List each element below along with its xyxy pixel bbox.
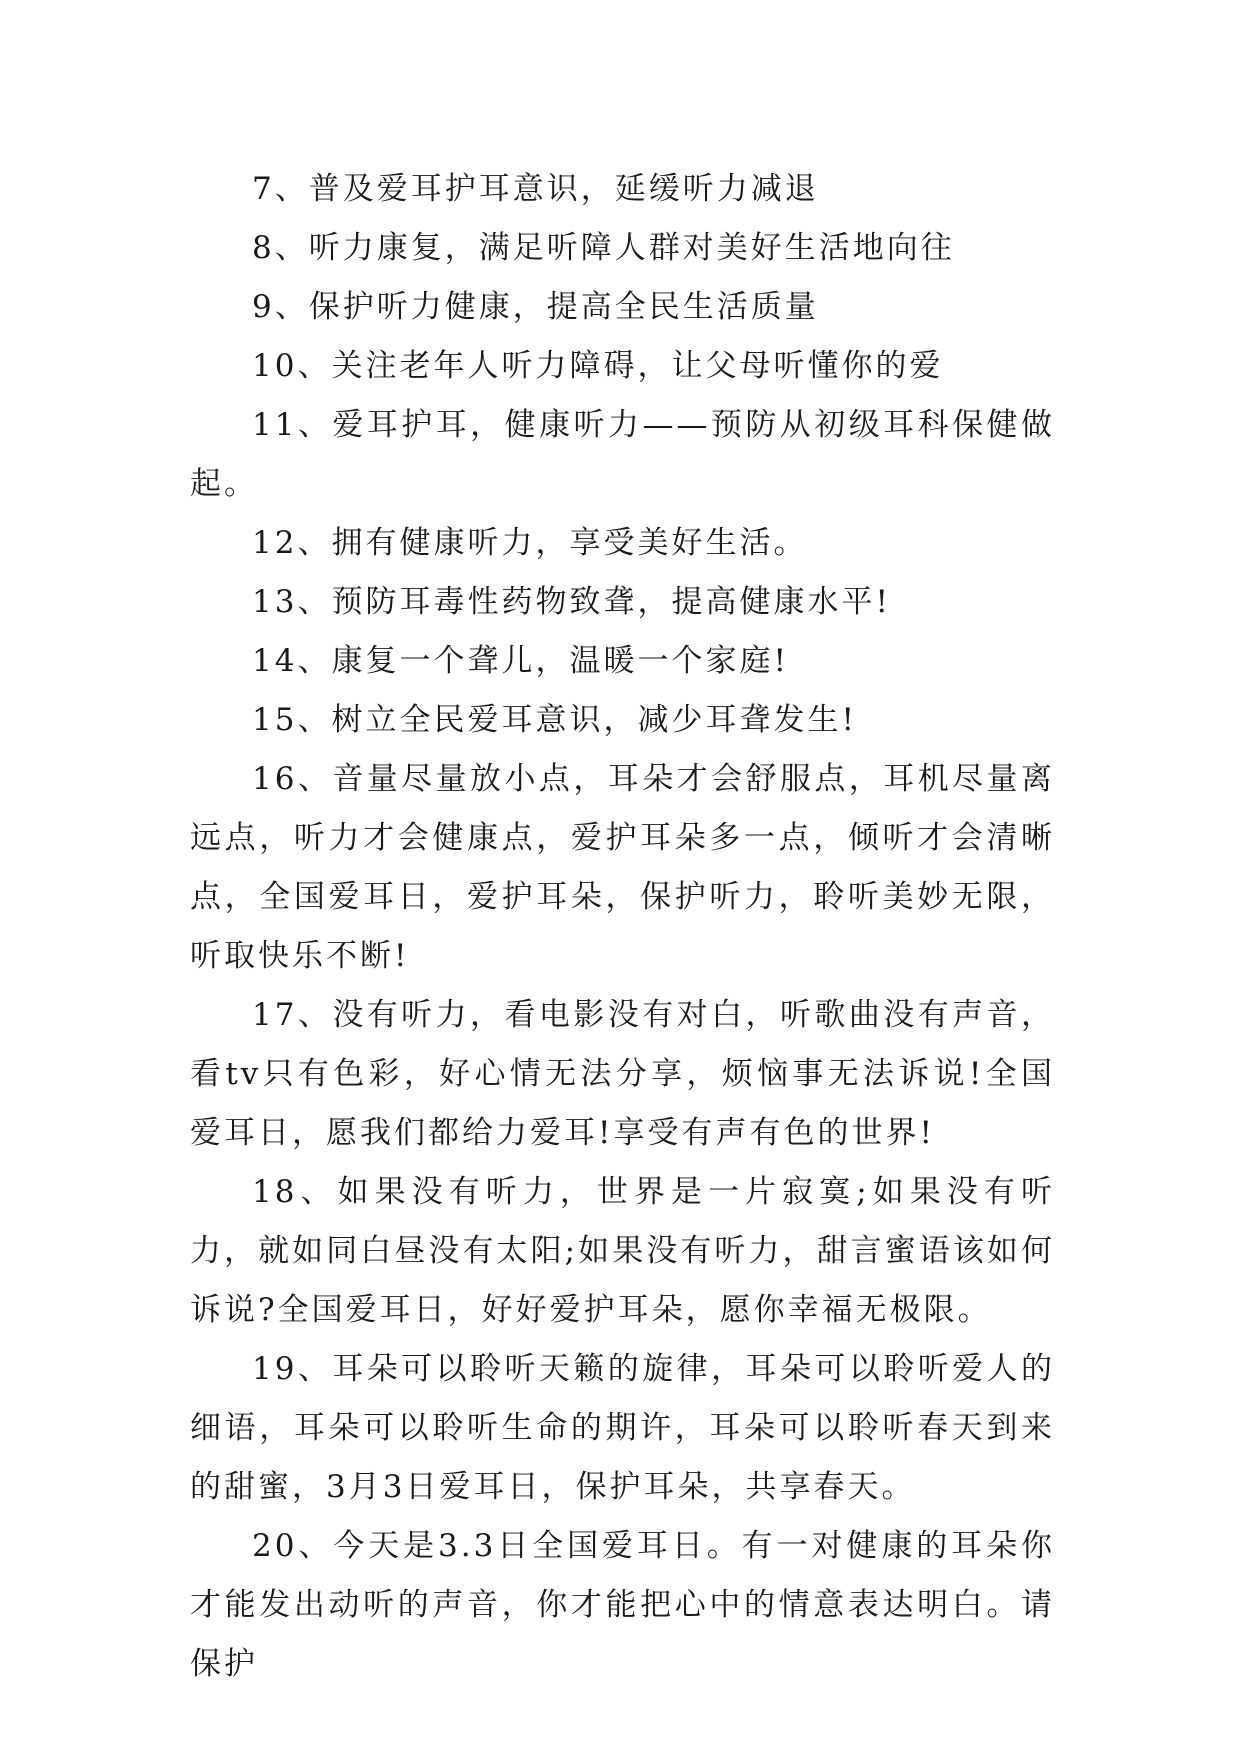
paragraph-9: 9、保护听力健康，提高全民生活质量 [252,289,819,325]
document-body [190,160,1055,1694]
paragraph-10: 10、关注老年人听力障碍，让父母听懂你的爱 [252,348,944,384]
paragraph-17: 17、没有听力，看电影没有对白，听歌曲没有声音，看tv只有色彩，好心情无法分享，烦恼事无法诉说!全国爱耳日，愿我们都给力爱耳!享受有声有色的世界! [190,997,1055,1151]
paragraph-14: 14、康复一个聋儿，温暖一个家庭! [252,643,789,679]
paragraph-16: 16、音量尽量放小点，耳朵才会舒服点，耳机尽量离远点，听力才会健康点，爱护耳朵多一点，倾听才会清晰点，全国爱耳日，爱护耳朵，保护听力，聆听美妙无限，听取快乐不断! [190,761,1055,974]
paragraph-11: 11、爱耳护耳，健康听力——预防从初级耳科保健做起。 [190,407,1055,502]
paragraph-20: 20、今天是3.3日全国爱耳日。有一对健康的耳朵你才能发出动听的声音，你才能把心中的情意表达明白。请保护 [190,1528,1055,1682]
paragraph-13: 13、预防耳毒性药物致聋，提高健康水平! [252,584,891,620]
paragraph-8: 8、听力康复，满足听障人群对美好生活地向往 [252,230,955,266]
paragraph-12: 12、拥有健康听力，享受美好生活。 [252,525,808,561]
paragraph-19: 19、耳朵可以聆听天籁的旋律，耳朵可以聆听爱人的细语，耳朵可以聆听生命的期许，耳朵可以聆听春天到来的甜蜜，3月3日爱耳日，保护耳朵，共享春天。 [190,1351,1055,1505]
paragraph-18: 18、如果没有听力，世界是一片寂寞;如果没有听力，就如同白昼没有太阳;如果没有听力，甜言蜜语该如何诉说?全国爱耳日，好好爱护耳朵，愿你幸福无极限。 [190,1174,1055,1328]
paragraph-7: 7、普及爱耳护耳意识，延缓听力减退 [252,171,819,207]
paragraph-15: 15、树立全民爱耳意识，减少耳聋发生! [252,702,857,738]
